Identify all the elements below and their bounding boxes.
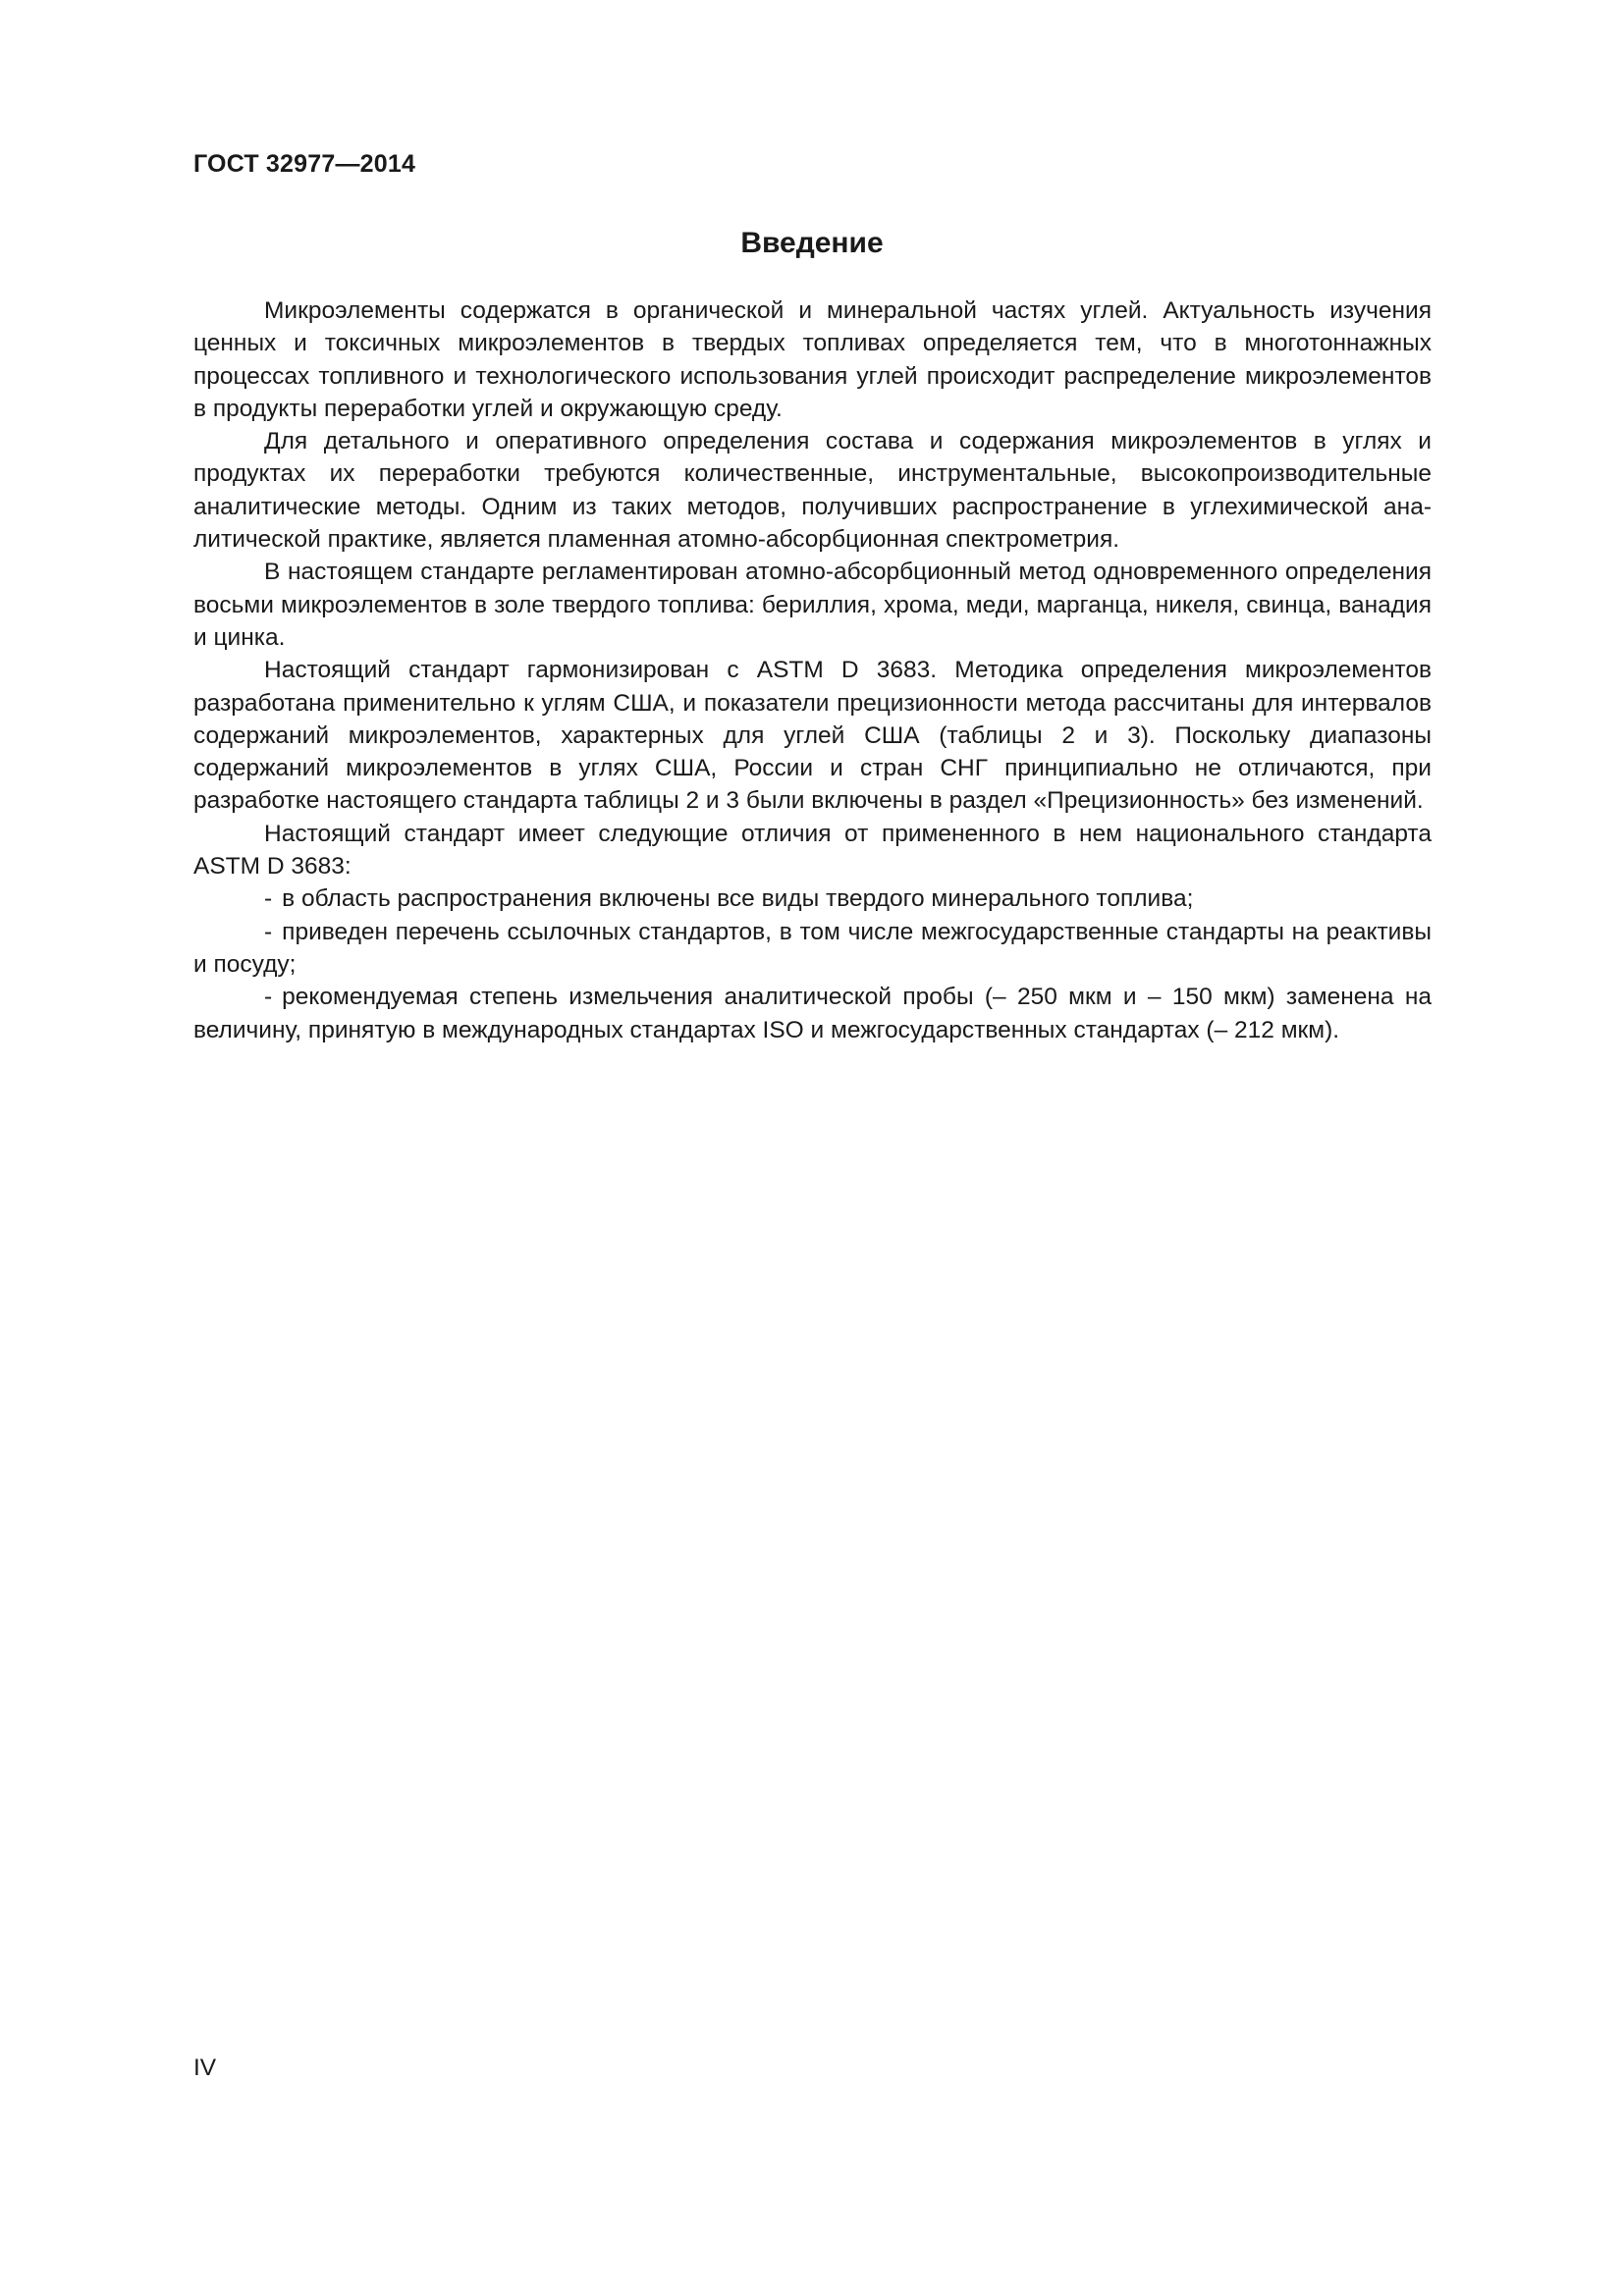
- document-code-header: ГОСТ 32977—2014: [193, 150, 416, 178]
- difference-list-item: [193, 916, 1432, 982]
- section-title: Введение: [740, 227, 884, 259]
- paragraph-5: Настоящий стандарт имеет следующие отличия от примененного в нем национального стандарта ASTM D 3683:: [193, 820, 1432, 881]
- difference-list-item: [193, 981, 1432, 1046]
- difference-list-item: [193, 882, 1432, 915]
- list-dash-marker: -: [264, 918, 273, 945]
- paragraph-3: В настоящем стандарте регламентирован атомно-абсорбционный метод одновременного определения восьми микроэлементов в золе твердого топлива: бериллия, хрома, меди, марганца, никеля, свинца, ванадия и цинка.: [193, 559, 1432, 651]
- paragraph-4: Настоящий стандарт гармонизирован с ASTM D 3683. Методика определения микроэлементов разработана применительно к углям США, и показатели прецизионности метода рассчитаны для интервалов содержаний микроэлементов, характерных для углей США (таблицы 2 и 3). Поскольку диапазоны содержаний микроэлементов в углях США, России и стран СНГ принципиально не отличаются, при разработке настоящего стандарта таблицы 2 и 3 были включены в раздел «Прецизионность» без изменений.: [193, 657, 1432, 815]
- difference-text: приведен перечень ссылочных стандартов, в том числе межгосударственные стандарты на реактивы и посуду;: [193, 918, 1432, 978]
- difference-text: в область распространения включены все виды твердого минерального топлива;: [282, 885, 1194, 913]
- paragraph-2: Для детального и оперативного определения состава и содержания микроэлементов в углях и продуктах их переработки требуются количественные, инструментальные, высокопроизводительные аналитические методы. Одним из таких методов, получивших распространение в углехимической аналитической практике, является пламенная атомно-абсорбционная спектрометрия.: [193, 428, 1432, 554]
- introduction-body: [193, 294, 1432, 1046]
- paragraph-1: Микроэлементы содержатся в органической и минеральной частях углей. Актуальность изучения ценных и токсичных микроэлементов в твердых топливах определяется тем, что в многотоннажных процессах топливного и технологического использования углей происходит распределение микроэлементов в продукты переработки углей и окружающую среду.: [193, 297, 1432, 422]
- list-dash-marker: -: [264, 885, 273, 913]
- list-dash-marker: -: [264, 984, 273, 1011]
- page-number: IV: [193, 2055, 217, 2081]
- difference-text: рекомендуемая степень измельчения аналитической пробы (– 250 мкм и – 150 мкм) заменена на величину, принятую в международных стандартах ISO и межгосударственных стандартах (– 212 мкм).: [193, 984, 1432, 1043]
